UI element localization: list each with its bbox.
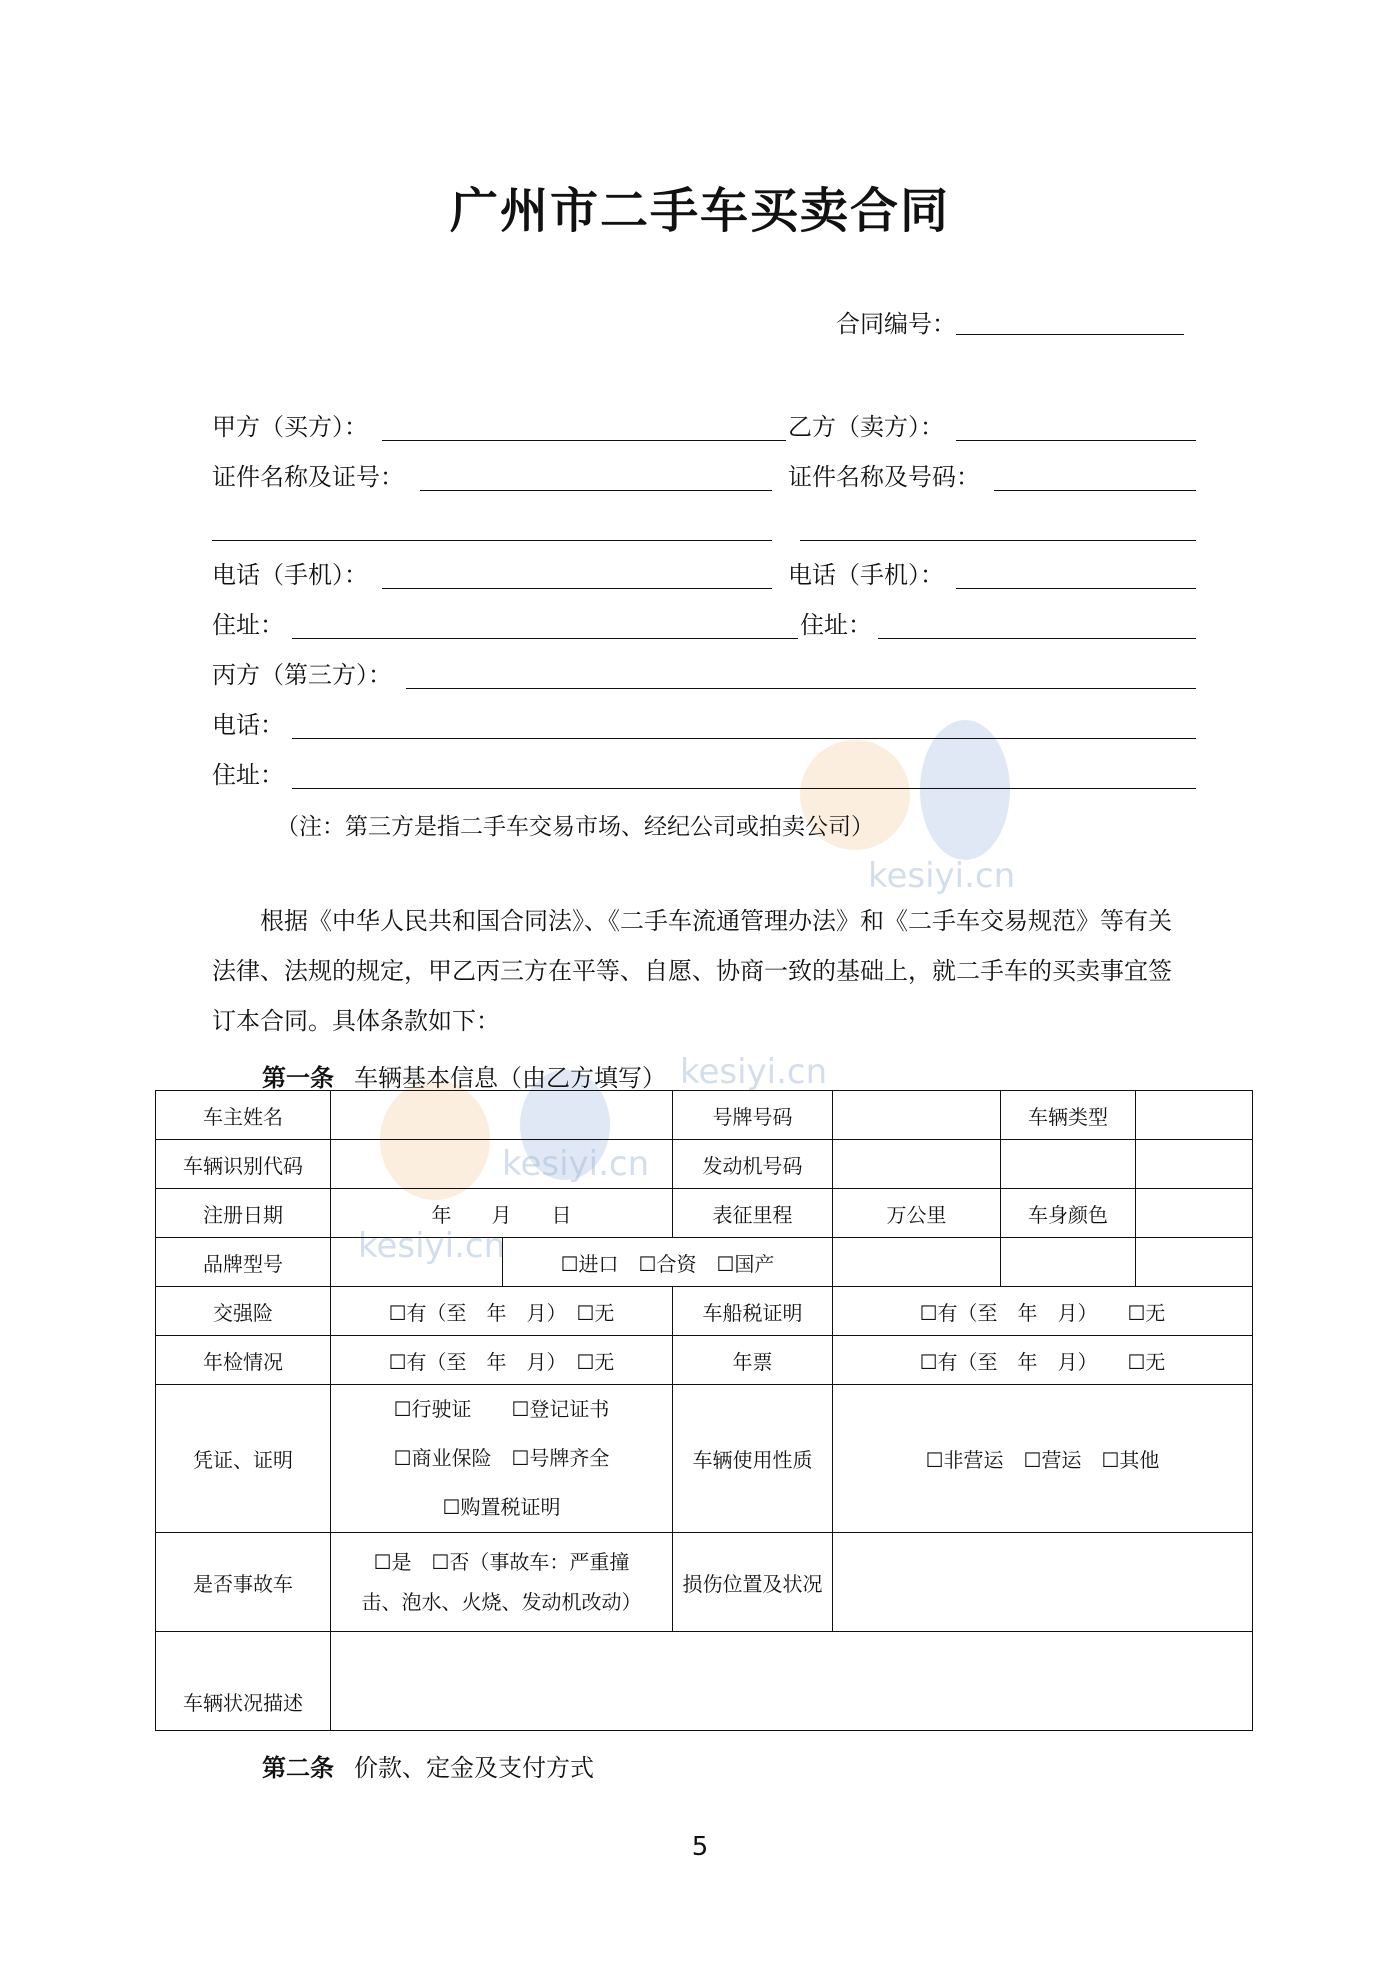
docs-options[interactable]	[331, 1385, 673, 1533]
table-row	[156, 1533, 1253, 1632]
vin-label: 车辆识别代码	[156, 1140, 331, 1189]
usage-label: 车辆使用性质	[673, 1385, 833, 1533]
owner-cell[interactable]	[331, 1091, 673, 1140]
engine-extra-cell-2[interactable]	[1136, 1140, 1253, 1189]
accident-label: 是否事故车	[156, 1533, 331, 1632]
plate-cell[interactable]	[833, 1091, 1001, 1140]
accident-options[interactable]	[331, 1533, 673, 1632]
seller-phone-label: 电话（手机）：	[788, 561, 944, 589]
seller-id-label: 证件名称及号码：	[788, 463, 980, 491]
watermark-text: kesiyi.cn	[358, 1226, 506, 1266]
mileage-cell[interactable]: 万公里	[833, 1189, 1001, 1238]
contract-number-row	[836, 304, 1184, 339]
origin-options[interactable]: ☐进口 ☐合资 ☐国产	[503, 1238, 833, 1287]
third-phone-row	[212, 708, 284, 740]
usage-options[interactable]: ☐非营运 ☐营运 ☐其他	[833, 1385, 1253, 1533]
buyer-label: 甲方（买方）：	[212, 413, 368, 441]
ticket-label: 年票	[673, 1336, 833, 1385]
buyer-id-row	[212, 460, 404, 492]
watermark-figure	[920, 720, 1010, 860]
brand-label: 品牌型号	[156, 1238, 331, 1287]
article-2-heading	[262, 1748, 594, 1783]
insurance-label: 交强险	[156, 1287, 331, 1336]
buyer-address-label: 住址：	[212, 611, 284, 639]
engine-label: 发动机号码	[673, 1140, 833, 1189]
reg-date-cell[interactable]: 年 月 日	[331, 1189, 673, 1238]
seller-label: 乙方（卖方）：	[788, 413, 944, 441]
vehicle-info-table	[155, 1090, 1253, 1731]
damage-label: 损伤位置及状况	[673, 1533, 833, 1632]
type-cell[interactable]	[1136, 1091, 1253, 1140]
brand-extra-cell[interactable]	[833, 1238, 1001, 1287]
plate-label: 号牌号码	[673, 1091, 833, 1140]
buyer-phone-field[interactable]	[382, 588, 772, 589]
third-address-row	[212, 758, 284, 790]
seller-phone-field[interactable]	[956, 588, 1196, 589]
docs-line-1[interactable]: ☐行驶证 ☐登记证书	[393, 1397, 610, 1421]
contract-number-label: 合同编号：	[836, 310, 956, 338]
buyer-address-row	[212, 608, 284, 640]
buyer-phone-row	[212, 558, 368, 590]
accident-line-1[interactable]: ☐是 ☐否（事故车：严重撞	[373, 1550, 630, 1574]
brand-extra-cell-3[interactable]	[1136, 1238, 1253, 1287]
third-party-field[interactable]	[406, 688, 1196, 689]
ticket-options[interactable]: ☐有（至 年 月） ☐无	[833, 1336, 1253, 1385]
inspection-options[interactable]: ☐有（至 年 月） ☐无	[331, 1336, 673, 1385]
seller-address-label: 住址：	[800, 611, 872, 639]
engine-cell[interactable]	[833, 1140, 1001, 1189]
buyer-row	[212, 410, 368, 442]
owner-label: 车主姓名	[156, 1091, 331, 1140]
buyer-id-field-2[interactable]	[212, 540, 772, 541]
article-2-number: 第二条	[262, 1753, 334, 1782]
seller-address-field[interactable]	[878, 638, 1196, 639]
buyer-field[interactable]	[382, 440, 786, 441]
table-row	[156, 1091, 1253, 1140]
seller-field[interactable]	[956, 440, 1196, 441]
contract-number-field[interactable]	[956, 308, 1184, 335]
type-label: 车辆类型	[1001, 1091, 1136, 1140]
docs-label: 凭证、证明	[156, 1385, 331, 1533]
third-phone-label: 电话：	[212, 711, 284, 739]
vin-cell[interactable]	[331, 1140, 673, 1189]
watermark-text: kesiyi.cn	[680, 1052, 828, 1092]
table-row	[156, 1238, 1253, 1287]
color-cell[interactable]	[1136, 1189, 1253, 1238]
watermark-text: kesiyi.cn	[868, 856, 1016, 896]
third-phone-field[interactable]	[292, 738, 1196, 739]
third-party-label: 丙方（第三方）：	[212, 661, 392, 689]
inspection-label: 年检情况	[156, 1336, 331, 1385]
docs-line-3[interactable]: ☐购置税证明	[442, 1495, 561, 1519]
table-row	[156, 1189, 1253, 1238]
damage-cell[interactable]	[833, 1533, 1253, 1632]
article-1-text: 车辆基本信息（由乙方填写）	[354, 1064, 666, 1092]
article-1-number: 第一条	[262, 1063, 334, 1092]
page-number: 5	[691, 1832, 709, 1862]
seller-id-row	[788, 460, 980, 492]
seller-address-row	[800, 608, 872, 640]
mileage-label: 表征里程	[673, 1189, 833, 1238]
seller-phone-row	[788, 558, 944, 590]
color-label: 车身颜色	[1001, 1189, 1136, 1238]
docs-line-2[interactable]: ☐商业保险 ☐号牌齐全	[393, 1446, 610, 1470]
article-2-text: 价款、定金及支付方式	[354, 1754, 594, 1782]
engine-extra-cell[interactable]	[1001, 1140, 1136, 1189]
third-address-label: 住址：	[212, 761, 284, 789]
buyer-address-field[interactable]	[292, 638, 798, 639]
page-title: 广州市二手车买卖合同	[449, 183, 950, 239]
condition-label: 车辆状况描述	[156, 1632, 331, 1731]
table-row	[156, 1632, 1253, 1731]
seller-id-field[interactable]	[994, 490, 1196, 491]
seller-id-field-2[interactable]	[800, 540, 1196, 541]
buyer-id-field[interactable]	[420, 490, 772, 491]
seller-row	[788, 410, 944, 442]
third-party-row	[212, 658, 392, 690]
table-row	[156, 1336, 1253, 1385]
intro-paragraph: 根据《中华人民共和国合同法》、《二手车流通管理办法》和《二手车交易规范》等有关法律、法规的规定，甲乙丙三方在平等、自愿、协商一致的基础上，就二手车的买卖事宜签订本合同。具体条款如下：	[212, 907, 1172, 1035]
brand-cell[interactable]	[331, 1238, 503, 1287]
tax-options[interactable]: ☐有（至 年 月） ☐无	[833, 1287, 1253, 1336]
table-row	[156, 1287, 1253, 1336]
insurance-options[interactable]: ☐有（至 年 月） ☐无	[331, 1287, 673, 1336]
condition-cell[interactable]	[331, 1632, 1253, 1731]
table-row	[156, 1140, 1253, 1189]
article-1-heading	[262, 1058, 666, 1093]
reg-date-label: 注册日期	[156, 1189, 331, 1238]
buyer-id-label: 证件名称及证号：	[212, 463, 404, 491]
watermark-text: kesiyi.cn	[502, 1144, 650, 1184]
buyer-phone-label: 电话（手机）：	[212, 561, 368, 589]
table-row	[156, 1385, 1253, 1533]
brand-extra-cell-2[interactable]	[1001, 1238, 1136, 1287]
tax-label: 车船税证明	[673, 1287, 833, 1336]
third-party-note: （注：第三方是指二手车交易市场、经纪公司或拍卖公司）	[276, 814, 874, 840]
accident-line-2: 击、泡水、火烧、发动机改动）	[361, 1590, 642, 1614]
third-address-field[interactable]	[292, 788, 1196, 789]
